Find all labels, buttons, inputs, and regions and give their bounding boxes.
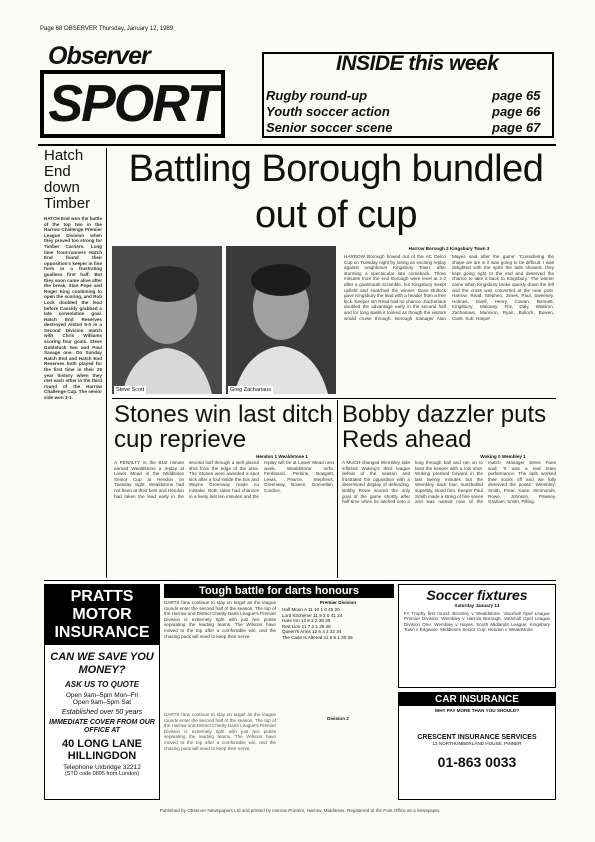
car-insurance-advert — [398, 692, 556, 800]
player-photo-right — [226, 246, 336, 394]
ad-question: CAN WE SAVE YOU MONEY? — [50, 651, 154, 676]
insurance-advert-header — [45, 585, 159, 645]
darts-table-row: Lord Kitchener 11 9 2 0 41 24 — [282, 612, 343, 618]
main-story-score: Harrow Borough 2 Kingsbury Town 3 — [408, 246, 490, 251]
inside-title: INSIDE this week — [336, 52, 499, 75]
darts-table-row: The Case Is Altered 11 5 5 1 30 36 — [282, 634, 353, 640]
photo-player-right — [226, 246, 336, 394]
ad-address-line2: HILLINGDON — [67, 750, 137, 762]
page-folio: Page 68 OBSERVER Thursday, January 12, 1989 — [40, 26, 174, 32]
darts-results-body: DARTS fans continue to stay on target as the league rounds enter the second half of the season. The top of the Harrow and District Charity Darts League's Premier Division is extremely tight with just two points separating the leading teams. The Wilsons have moved to the top after a comfortable win, and the chasing pack will need to keep their nerve. — [164, 712, 276, 751]
fixtures-box — [398, 584, 556, 688]
stones-story-body: A PENALTY in the 81st minute earned Wealdstone a replay at Lower Mead in the Middlesex Senior Cup at Hendon on Tuesday night. Wealdstone had not been at their best and Hendon had taken the lead early in the second half through a well placed shot from the edge of the area. The Stones were awarded a spot kick after a foul inside the box and Wayne Greenway made no mistake. Both sides had chances in a lively last ten minutes and the replay will be at Lower Mead next week. Wealdstone: Iorfa, Ferdinand, Perkins, Bowgett, Lewis, Pearce, Stephens, Greenway, Bowen, Donnellan, Cordice. — [114, 460, 334, 499]
ad-head-line: INSURANCE — [54, 624, 150, 641]
inside-row-label: Senior soccer scene — [266, 120, 393, 135]
ad-hours-saturday: Open 9am–5pm Sat — [72, 699, 132, 706]
inside-row-label: Rugby round-up — [266, 88, 368, 103]
bobby-story-score: Woking 0 Wembley 1 — [480, 454, 526, 459]
player-photo-left — [112, 246, 222, 394]
masthead-sport: SPORT — [40, 70, 225, 138]
section-rule — [44, 580, 556, 581]
ad-immediate: IMMEDIATE COVER FROM OUR OFFICE AT — [49, 719, 155, 734]
darts-table — [282, 607, 394, 641]
fixtures-title: Soccer fixtures — [426, 587, 528, 603]
page-footer: Published by Observer Newspapers Ltd and printed by Harrow Printers, Harrow, Middlesex. Registered at the Post Office as a newspaper. — [159, 808, 441, 813]
ad-head-line: PRATTS — [70, 588, 134, 605]
stones-story-headline: Stones win last ditch cup reprieve — [114, 401, 333, 453]
inside-row-page: page 67 — [492, 120, 541, 135]
darts-table-row: Half Moon A 11 10 1 0 45 20 — [282, 607, 340, 612]
fixtures-date: Saturday January 14 — [454, 603, 500, 608]
ad-std-code: (STD code 0895 from London) — [64, 771, 140, 777]
inside-row-label: Youth soccer action — [266, 104, 390, 119]
darts-headline: Tough battle for darts honours — [164, 584, 394, 598]
photo-caption-right: Greg Zachariaus — [230, 387, 271, 393]
section-rule — [112, 398, 556, 399]
car-ad-title: CAR INSURANCE — [399, 693, 555, 706]
stones-story-score: Hendon 1 Wealdstone 1 — [256, 454, 308, 459]
bobby-story-body: A MUCH-changed Wembley side inflicted Woking's third league defeat of the season and frustrated the opposition with a determined display of defending. Bobby Rowe scored the only goal of the game shortly after half-time when he latched onto a long through ball and ran on to beat the keeper with a low shot. Woking pressed forward in the last twenty minutes but the Wembley back four, marshalled superbly, stood firm. Keeper Paul Smith made a string of fine saves and was named man of the match. Manager Steve Fane said: 'It was a real team performance. The lads worked their socks off and we fully deserved the points.' Wembley: Smith, Frear, Kane, Simmonds, Rowe, Johnson, Pawsey, Graham, Smith, Pilling. — [342, 460, 556, 505]
inside-row-page: page 66 — [492, 104, 541, 119]
ad-head-line: MOTOR — [72, 606, 132, 623]
main-story-body: HARROW Borough bowed out of the AC Delco Cup on Tuesday night by losing an exciting replay against neighbours Kingsbury Town, after storming a spectacular late comeback. Three minutes from the end Borough were level at 2-2 after a goalmouth scramble, but Kingsbury swept upfield and snatched the winner. Dave Bullock gave Kingsbury the lead with a header from a free kick. Keeper Ian Read had no chance. Zachariaus doubled the advantage early in the second half and for long spells it looked as though the visitors would cruise through. Borough manager Alan Mayes said after the game: 'Considering the shape we are in it was going to be difficult. I was delighted with the spirit the lads showed, they kept going right to the end and deserved the chance to take it back to Kingsbury.' The winner came when Kingsbury broke quickly down the left and the cross was converted at the near post. Harrow: Read, Stephen, Jones, Paul, Sweeney, Holmes, Sivell, Henry, Cowan, Bennett. Kingsbury: Maloney, Fitz, Daly, Waldron, Zachariaus, Mannion, Ryan, Bullock, Bowen, Clark. Sub: Harper. — [344, 254, 554, 321]
car-ad-phone: 01-863 0033 — [437, 754, 517, 771]
side-story-body: HATCH End won the battle of the top two in the Harrow Challenge Premier League Division when they proved too strong for Timber Carriers. Long time front-runners Hatch End found their opposition's keeper in fine form in a frustrating goalless first half. But they soon came alive after the break, Stan Pope and Roger King combining to open the scoring, and Rob Lock doubled the lead before Cassidy grabbed a late consolation goal. Hatch End Reserves destroyed Alston 6-0 in a Second Division match with Chris Williams scoring four goals. Steve Goldstuck two and Paul Savage one. On Sunday Hatch End and Hatch End Reserves both played for the first time in their 25 year history when they met each other in the third round of the Harrow Challenge Cup. The senior side won 3-1. — [44, 216, 102, 400]
car-ad-company: CRESCENT INSURANCE SERVICES — [417, 733, 537, 741]
bobby-story-headline: Bobby dazzler puts Reds ahead — [342, 401, 547, 453]
ad-hours-weekday: Open 9am–5pm Mon–Fri — [65, 692, 139, 699]
inside-row-page: page 65 — [492, 88, 541, 103]
side-story-headline: Hatch End down Timber — [44, 147, 91, 212]
darts-body: DARTS fans continue to stay on target as the league rounds enter the second half of the season. The top of the Harrow and District Charity Darts League's Premier Division is extremely tight with just two points separating the leading teams. The Wilsons have moved to the top after a comfortable win, and the chasing pack will need to keep their nerve. — [164, 600, 276, 639]
darts-table-row: Red Lion 11 7 3 1 35 28 — [282, 623, 331, 629]
ad-address-line1: 40 LONG LANE — [61, 738, 143, 750]
darts-table-row: Queen's Arms 12 6 4 2 32 34 — [282, 629, 342, 635]
main-story-headline: Battling Borough bundled out of cup — [128, 148, 544, 236]
ad-established: Established over 50 years — [61, 709, 143, 716]
ad-ask: ASK US TO QUOTE — [64, 680, 140, 689]
masthead-observer: Observer — [48, 42, 150, 70]
darts-table-row: Hare Inn 12 8 2 2 38 30 — [282, 618, 331, 624]
darts-results-head: Division 2 — [327, 716, 349, 721]
car-ad-address: 12 NORTHUMBERLAND HOUSE, PINNER — [432, 740, 522, 746]
ad-phone: Telephone Uxbridge 32212 — [63, 764, 141, 771]
darts-table-head: Premier Division — [319, 600, 357, 605]
column-rule — [106, 148, 107, 578]
fixtures-body: FA Trophy first round: Bromley v Wealdstone. Vauxhall Opel League Premier Division: Wembley v Harrow Borough. Vauxhall Opel League Division One: Wembley v Hayes. South Midlands League: Kingsbury Town v Edgware. Middlesex Senior Cup: Hendon v Wealdstone. — [404, 610, 550, 633]
photo-caption-left: Steve Scott — [116, 387, 145, 393]
column-rule — [337, 400, 338, 578]
photo-player-left — [112, 246, 222, 394]
car-ad-subtitle: WHY PAY MORE THAN YOU SHOULD? — [434, 708, 520, 713]
insurance-advert — [44, 584, 160, 800]
